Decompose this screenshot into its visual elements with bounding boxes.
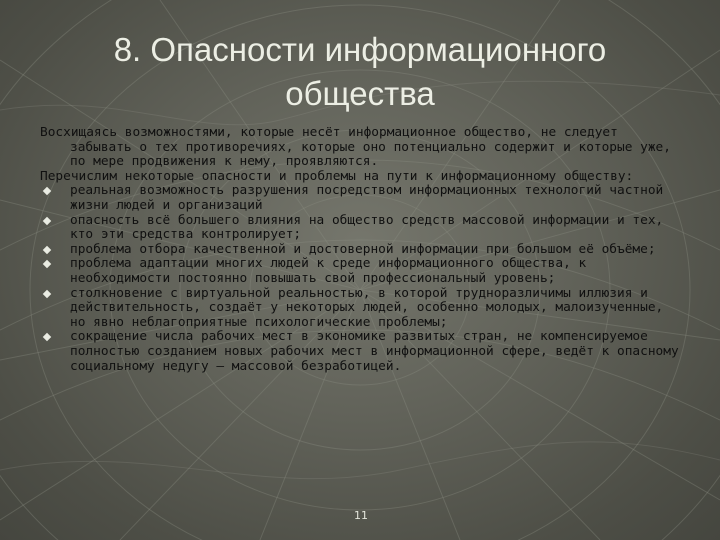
list-item-text: столкновение с виртуальной реальностью, в которой трудноразличимы иллюзия и действительность, создаёт у некоторых людей, особенно молодых, малоизученные, но явно неблагоприятные психологические проблемы;	[70, 285, 664, 330]
dangers-list	[40, 184, 680, 374]
list-item-text: сокращение числа рабочих мест в экономике развитых стран, не компенсируемое полностью созданием новых рабочих мест в информационной сфере, ведёт к опасному социальному недугу – массовой безработицей.	[70, 329, 679, 374]
list-item-text: проблема адаптации многих людей к среде информационного общества, к необходимости постоянно повышать свой профессиональный уровень;	[70, 256, 587, 286]
list-item-text: проблема отбора качественной и достоверной информации при большом её объёме;	[70, 241, 656, 257]
diamond-bullet-icon	[43, 289, 51, 297]
slide-title-line-2: общества	[285, 75, 435, 112]
list-item-text: реальная возможность разрушения посредством информационных технологий частной жизни людей и организаций	[70, 183, 664, 213]
list-item	[40, 214, 680, 243]
list-item	[40, 257, 680, 286]
slide-body	[40, 126, 680, 374]
list-item	[40, 287, 680, 331]
page-number: 11	[354, 509, 368, 522]
diamond-bullet-icon	[43, 187, 51, 195]
list-item-text: опасность всё большего влияния на общество средств массовой информации и тех, кто эти средства контролирует;	[70, 212, 664, 243]
diamond-bullet-icon	[43, 246, 51, 254]
diamond-bullet-icon	[43, 260, 51, 268]
slide-title-line-1: 8. Опасности информационного	[113, 31, 607, 68]
intro-paragraph: Восхищаясь возможностями, которые несёт информационное общество, не следует забывать о тех противоречиях, которые оно потенциально содержит и которые уже, по мере продвижения к нему, проявляются.	[40, 125, 671, 170]
list-item	[40, 243, 680, 258]
lead-paragraph: Перечислим некоторые опасности и проблемы на пути к информационному обществу:	[40, 168, 634, 184]
list-item	[40, 184, 680, 213]
diamond-bullet-icon	[43, 216, 51, 224]
slide-title	[0, 28, 720, 116]
list-item	[40, 330, 680, 374]
diamond-bullet-icon	[43, 333, 51, 341]
